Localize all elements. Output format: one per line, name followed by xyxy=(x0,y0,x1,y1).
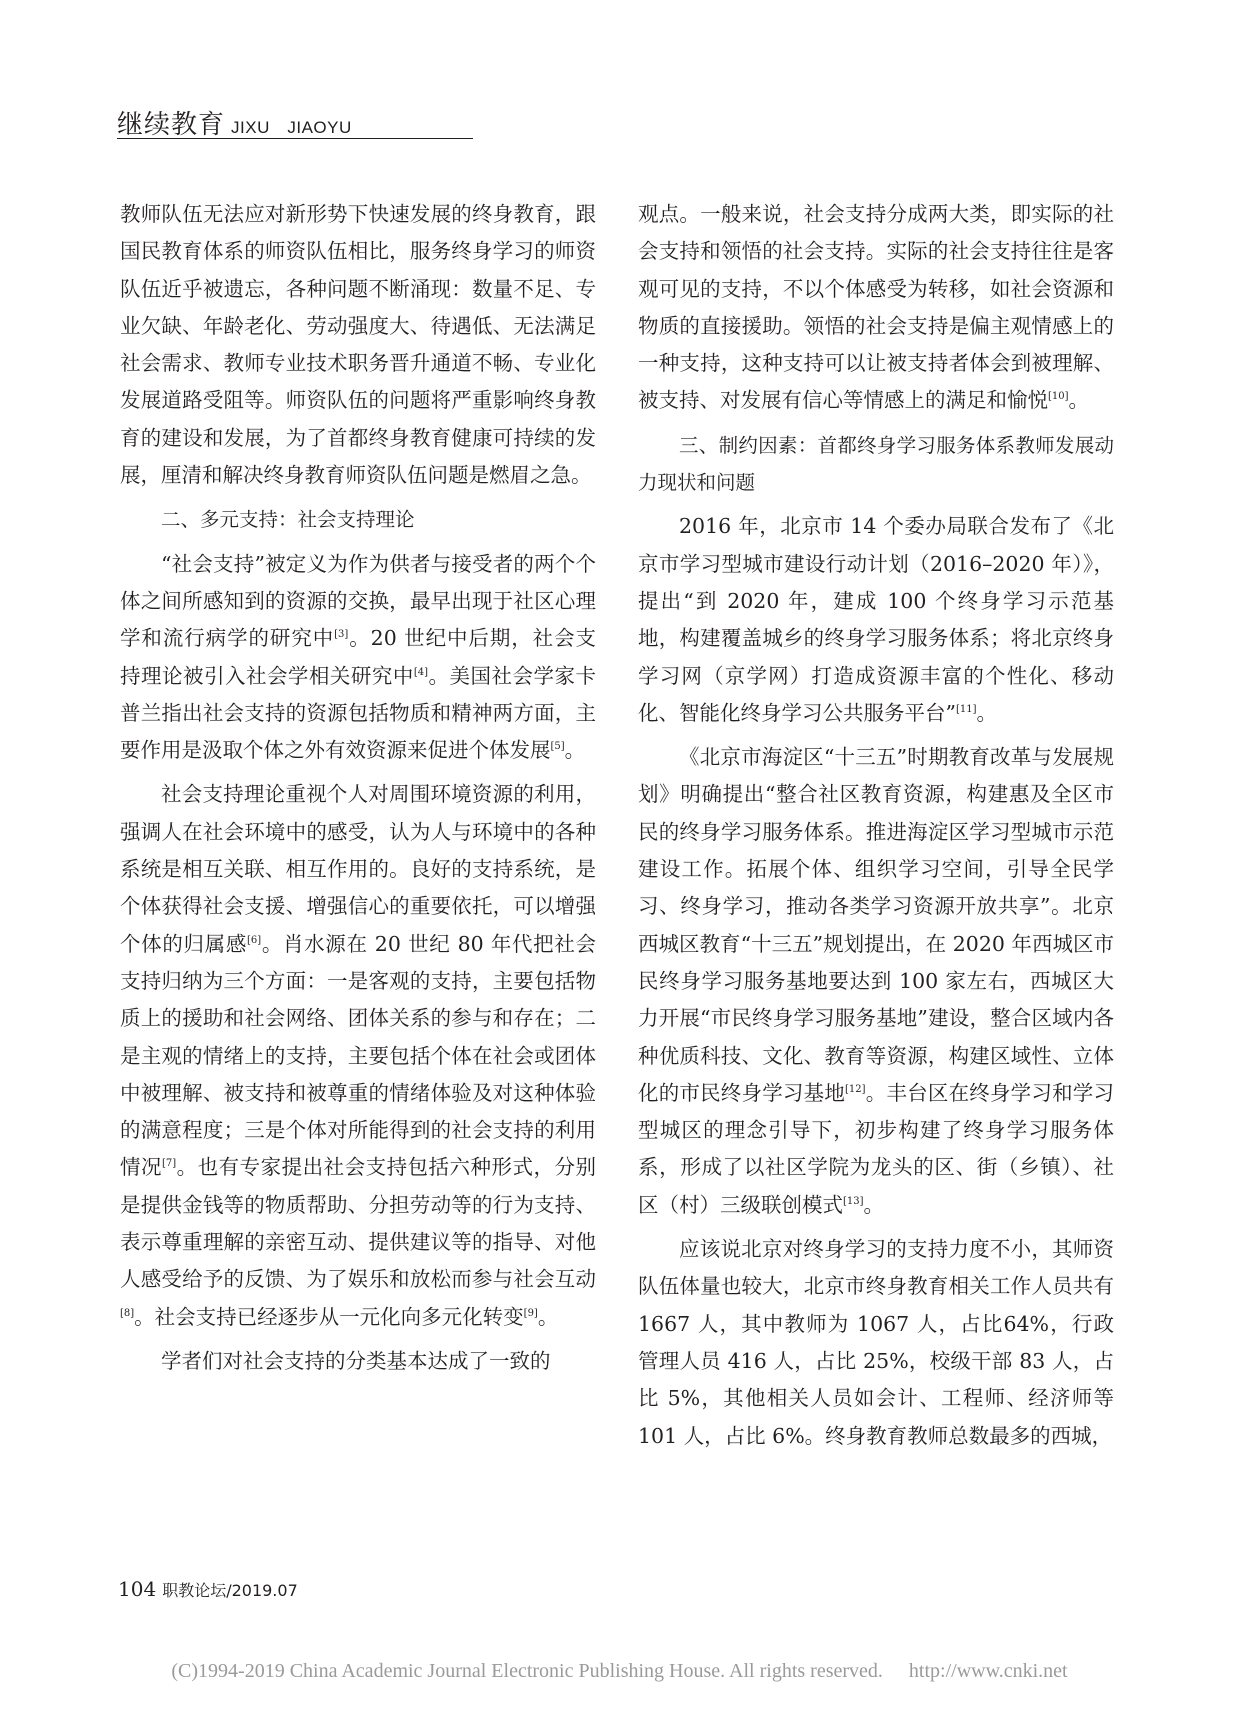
text-run: 。 xyxy=(863,1192,885,1217)
citation-ref: [3] xyxy=(334,629,349,641)
citation-ref: [4] xyxy=(413,666,429,678)
text-run: 。社会支持已经逐步从一元化向多元化转变 xyxy=(134,1304,524,1329)
body-paragraph xyxy=(638,1231,1114,1455)
citation-ref: [12] xyxy=(845,1083,866,1095)
citation-ref: [5] xyxy=(550,741,565,753)
text-run: 。 xyxy=(537,1304,559,1329)
body-paragraph xyxy=(120,196,596,494)
running-header xyxy=(117,104,473,139)
citation-ref: [10] xyxy=(1048,391,1069,403)
body-paragraph xyxy=(638,196,1114,420)
page-number: 104 xyxy=(118,1577,157,1601)
citation-ref: [7] xyxy=(161,1158,177,1170)
text-run: 。肖水源在 20 世纪 80 年代把社会支持归纳为三个方面：一是客观的支持，主要包括物质上的援助和社会网络、团体关系的参与和存在；二是主观的情绪上的支持，主要包括个体在社会或团体中被理解、被支持和被尊重的情绪体验及对这种体验的满意程度；三是个体对所能得到的社会支持的利用情况 xyxy=(120,931,596,1180)
left-column xyxy=(120,196,596,1387)
right-column xyxy=(638,196,1114,1462)
body-paragraph xyxy=(638,508,1114,732)
text-run: 教师队伍无法应对新形势下快速发展的终身教育，跟国民教育体系的师资队伍相比，服务终身学习的师资队伍近乎被遗忘，各种问题不断涌现：数量不足、专业欠缺、年龄老化、劳动强度大、待遇低、无法满足社会需求、教师专业技术职务晋升通道不畅、专业化发展道路受阻等。师资队伍的问题将严重影响终身教育的建设和发展，为了首都终身教育健康可持续的发展，厘清和解决终身教育师资队伍问题是燃眉之急。 xyxy=(120,202,596,488)
text-run: 三、制约因素：首都终身学习服务体系教师发展动力现状和问题 xyxy=(638,433,1114,495)
body-paragraph xyxy=(638,739,1114,1224)
text-run: 。 xyxy=(564,738,586,763)
copyright-text: (C)1994-2019 China Academic Journal Electronic Publishing House. All rights reserved. xyxy=(171,1660,883,1682)
citation-ref: [11] xyxy=(955,703,977,715)
citation-ref: [6] xyxy=(246,934,262,946)
text-run: 应该说北京对终身学习的支持力度不小，其师资队伍体量也较大，北京市终身教育相关工作人员共有 1667 人，其中教师为 1067 人，占比64%，行政管理人员 416 人，占比 25%，校级干部 83 人，占比 5%，其他相关人员如会计、工程师、经济师等 101 人，占比 6%。终身教育教师总数最多的西城， xyxy=(638,1237,1114,1448)
text-run: 。 xyxy=(976,700,998,725)
text-run: 观点。一般来说，社会支持分成两大类，即实际的社会支持和领悟的社会支持。实际的社会支持往往是客观可见的支持，不以个体感受为转移，如社会资源和物质的直接援助。领悟的社会支持是偏主观情感上的一种支持，这种支持可以让被支持者体会到被理解、被支持、对发展有信心等情感上的满足和愉悦 xyxy=(638,202,1114,413)
text-run: 。也有专家提出社会支持包括六种形式，分别是提供金钱等的物质帮助、分担劳动等的行为支持、表示尊重理解的亲密互动、提供建议等的指导、对他人感受给予的反馈、为了娱乐和放松而参与社会互动 xyxy=(120,1155,596,1292)
text-run: 二、多元支持：社会支持理论 xyxy=(161,508,415,532)
citation-ref: [13] xyxy=(843,1195,864,1207)
body-paragraph xyxy=(120,1343,596,1380)
header-title-cn: 继续教育 xyxy=(117,110,226,140)
body-paragraph xyxy=(120,546,596,770)
section-heading xyxy=(120,501,596,538)
text-run: 。丰台区在终身学习和学习型城区的理念引导下，初步构建了终身学习服务体系，形成了以社区学院为龙头的区、街（乡镇）、社区（村）三级联创模式 xyxy=(638,1080,1114,1217)
cnki-link[interactable]: http://www.cnki.net xyxy=(908,1660,1068,1682)
text-run: 。 xyxy=(1068,388,1090,413)
copyright-notice xyxy=(0,1660,1239,1683)
citation-ref: [8] xyxy=(120,1307,135,1319)
text-run: 社会支持理论重视个人对周围环境资源的利用，强调人在社会环境中的感受，认为人与环境中的各种系统是相互关联、相互作用的。良好的支持系统，是个体获得社会支援、增强信心的重要依托，可以增强个体的归属感 xyxy=(120,782,596,956)
text-run: 2016 年，北京市 14 个委办局联合发布了《北京市学习型城市建设行动计划（2016–2020 年）》，提出“到 2020 年，建成 100 个终身学习示范基地，构建覆盖城乡的终身学习服务体系；将北京终身学习网（京学网）打造成资源丰富的个性化、移动化、智能化终身学习公共服务平台” xyxy=(638,514,1114,725)
journal-issue: 职教论坛/2019.07 xyxy=(162,1581,298,1600)
text-run: 学者们对社会支持的分类基本达成了一致的 xyxy=(161,1348,551,1373)
body-paragraph xyxy=(120,776,596,1335)
citation-ref: [9] xyxy=(523,1307,538,1319)
section-heading xyxy=(638,427,1114,502)
text-run: “社会支持”被定义为作为供者与接受者的两个个体之间所感知到的资源的交换，最早出现于社区心理学和流行病学的研究中 xyxy=(120,551,596,651)
text-run: 《北京市海淀区“十三五”时期教育改革与发展规划》明确提出“整合社区教育资源，构建惠及全区市民的终身学习服务体系。推进海淀区学习型城市示范建设工作。拓展个体、组织学习空间，引导全民学习、终身学习，推动各类学习资源开放共享”。北京西城区教育“十三五”规划提出，在 2020 年西城区市民终身学习服务基地要达到 100 家左右，西城区大力开展“市民终身学习服务基地”建设，整合区域内各种优质科技、文化、教育等资源，构建区域性、立体化的市民终身学习基地 xyxy=(638,745,1114,1105)
header-title-en: JIXU JIAOYU xyxy=(231,118,352,137)
text-run: 。美国社会学家卡普兰指出社会支持的资源包括物质和精神两方面，主要作用是汲取个体之外有效资源来促进个体发展 xyxy=(120,663,596,763)
page-footer xyxy=(118,1577,298,1601)
text-run: 。20 世纪中后期，社会支持理论被引入社会学相关研究中 xyxy=(120,626,596,688)
